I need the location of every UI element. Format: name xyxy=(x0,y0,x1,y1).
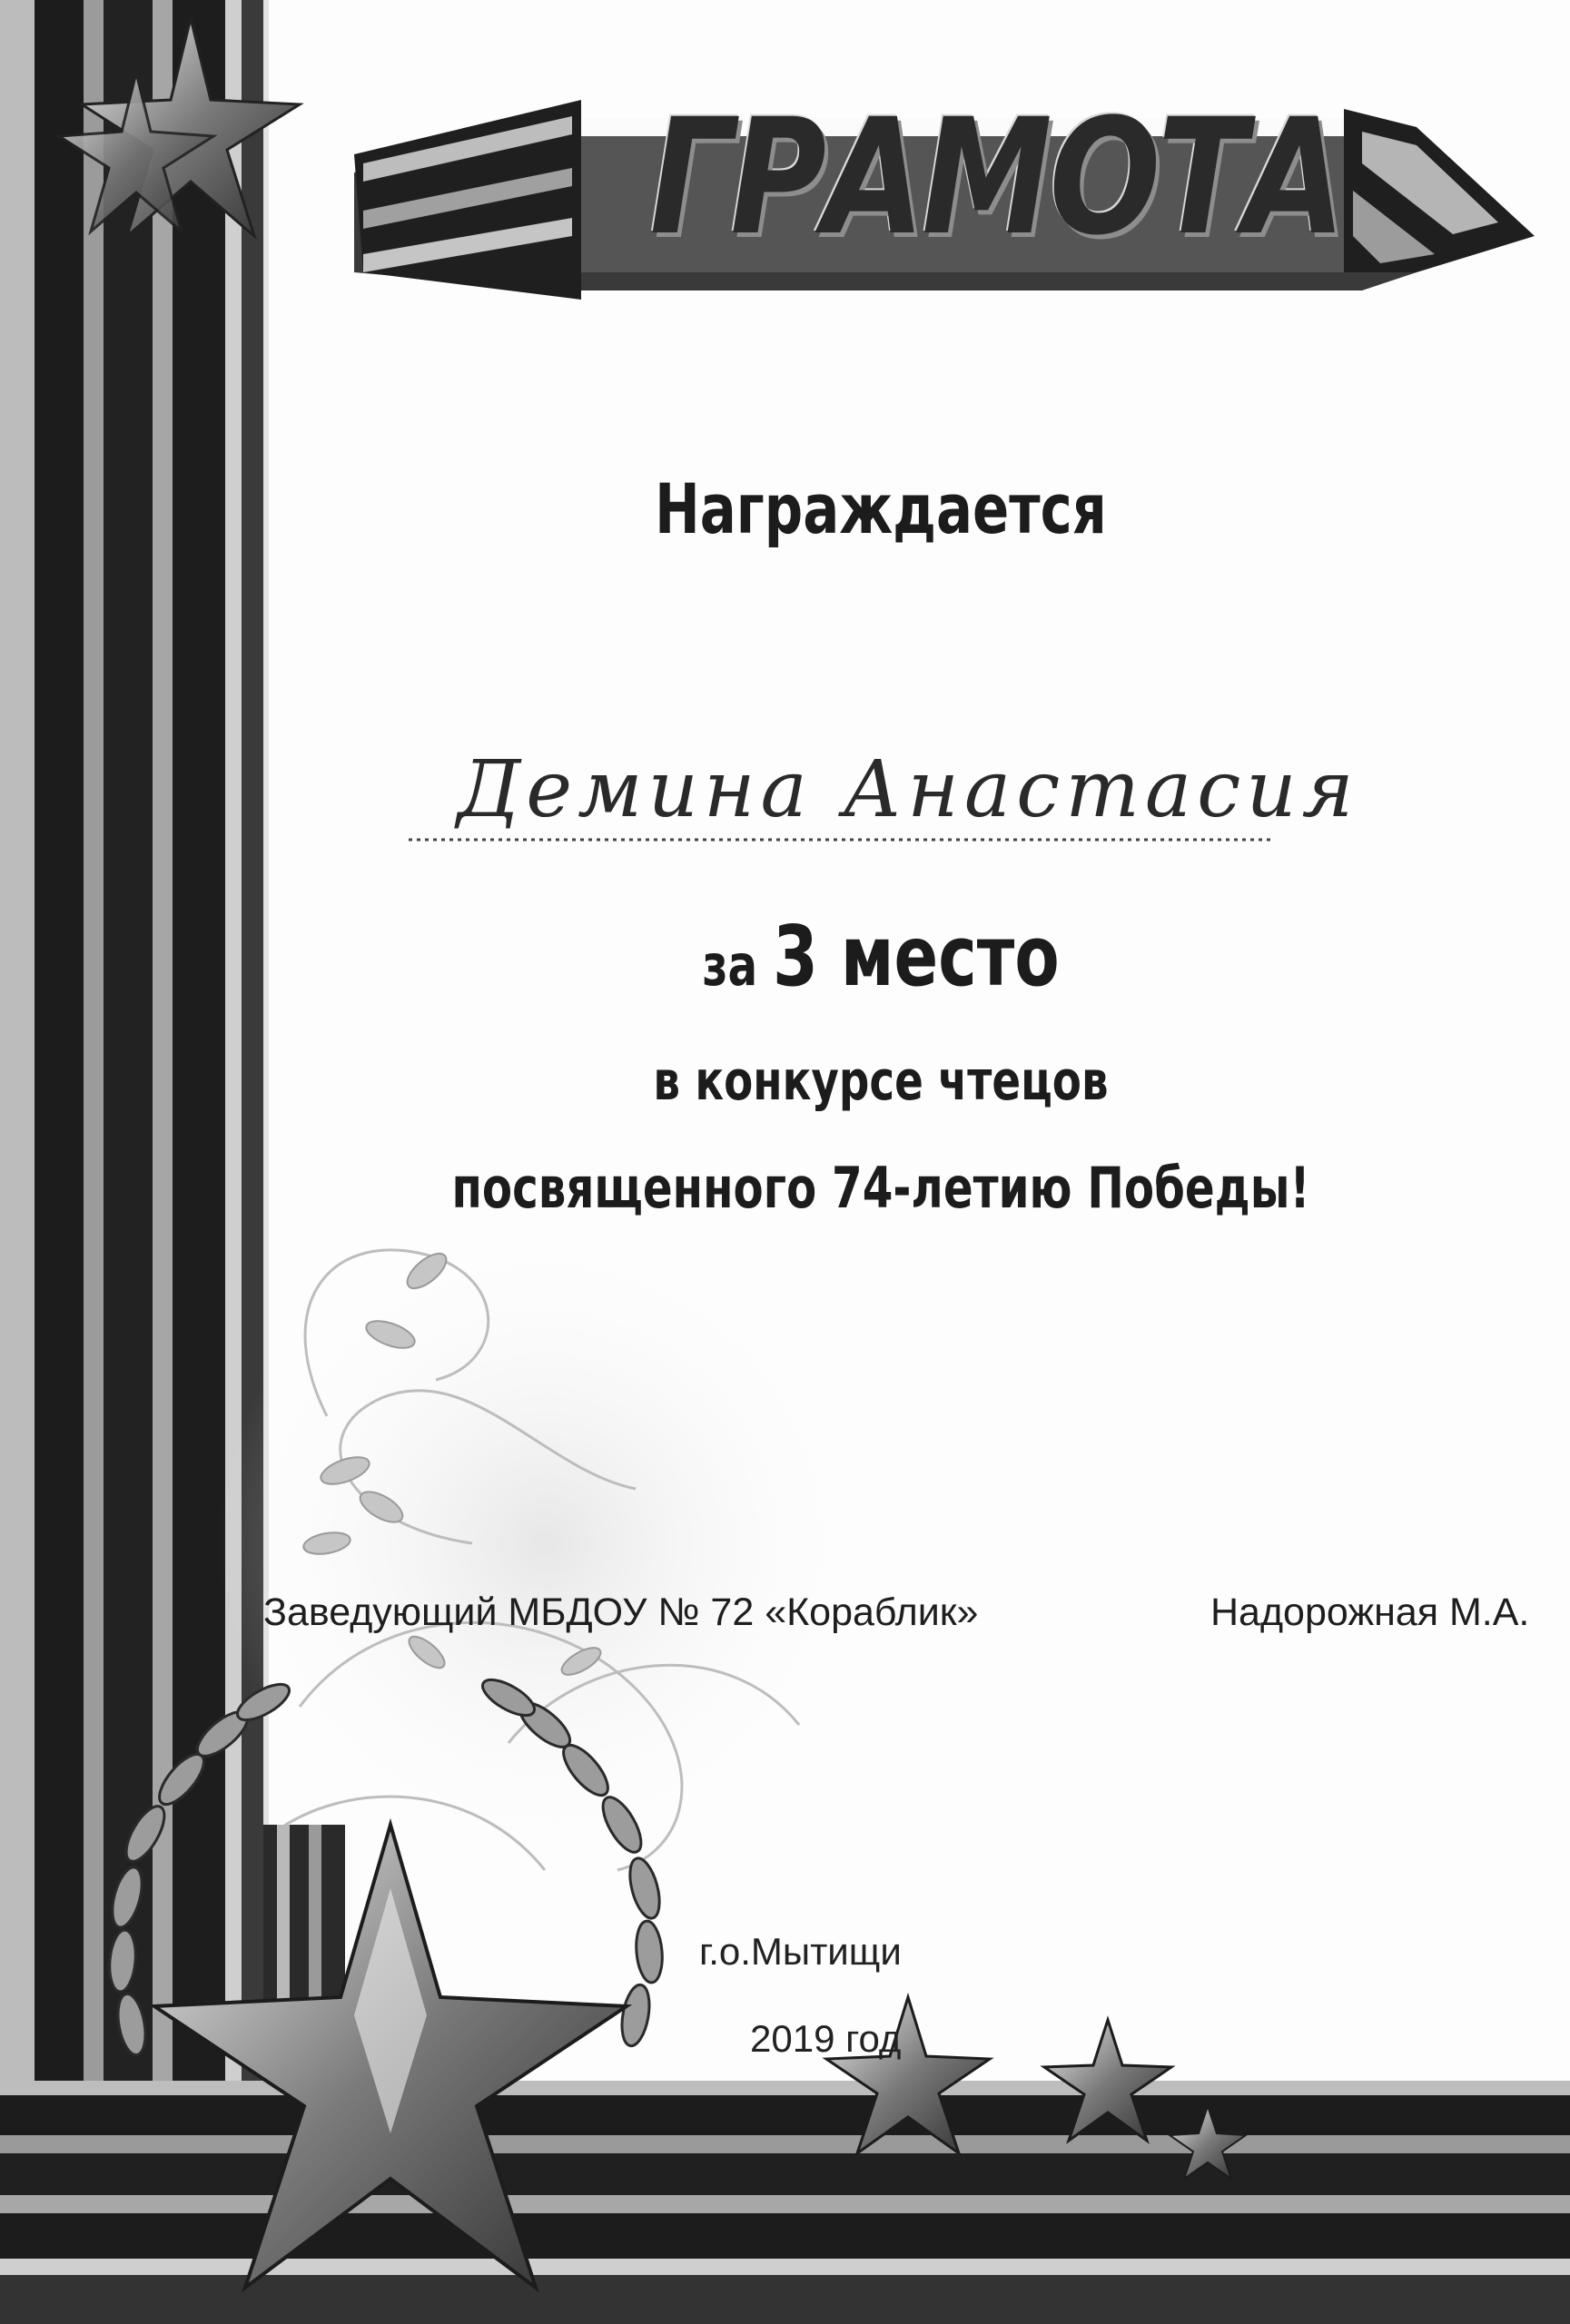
awarded-heading: Награждается xyxy=(655,468,1107,549)
dedication-line: посвященного 74-летию Победы! xyxy=(451,1155,1310,1221)
floral-swirl-icon xyxy=(218,1216,872,1870)
city-label: г.о.Мытищи xyxy=(699,1930,902,1973)
certificate-title: ГРАМОТА xyxy=(649,84,1343,271)
place-line xyxy=(577,908,1186,1005)
contest-line: в конкурсе чтецов xyxy=(653,1049,1109,1113)
signatory-name: Надорожная М.А. xyxy=(1210,1590,1530,1634)
year-label: 2019 год xyxy=(750,2017,902,2060)
left-ribbon-stripes xyxy=(0,0,269,2324)
place-main: 3 место xyxy=(772,908,1060,1005)
recipient-name: Демина Анастасия xyxy=(457,744,1359,835)
bottom-ribbon-stripes xyxy=(0,2081,1570,2324)
place-prefix: за xyxy=(702,932,758,999)
signatory-position: Заведующий МБДОУ № 72 «Кораблик» xyxy=(263,1590,979,1634)
